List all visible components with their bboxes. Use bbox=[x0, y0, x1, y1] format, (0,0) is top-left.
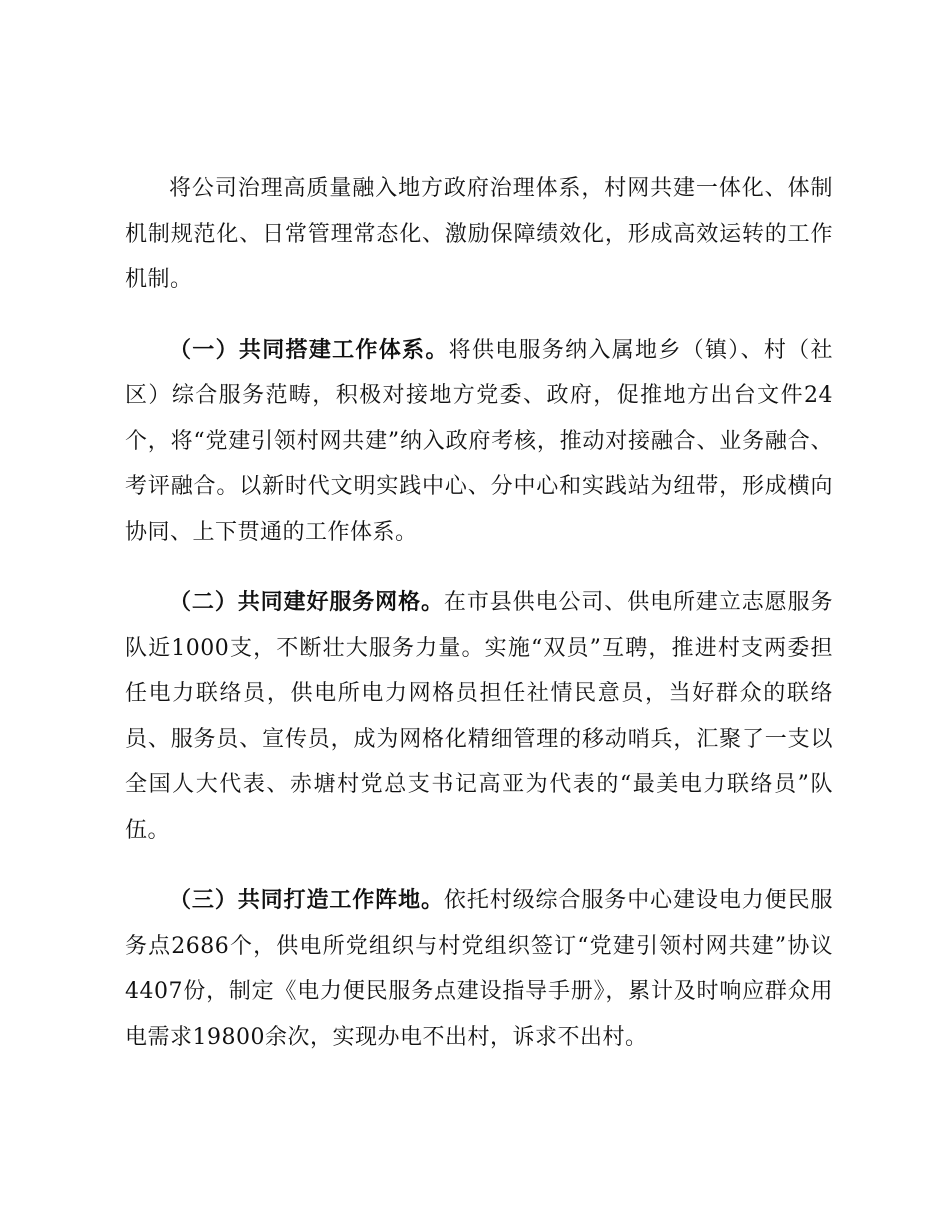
section-3-paragraph bbox=[125, 878, 833, 1060]
section-1-paragraph bbox=[125, 328, 833, 556]
section-3-heading: （三）共同打造工作阵地。 bbox=[169, 887, 444, 913]
intro-paragraph-text: 将公司治理高质量融入地方政府治理体系，村网共建一体化、体制机制规范化、日常管理常态化、激励保障绩效化，形成高效运转的工作机制。 bbox=[125, 176, 833, 292]
document-body bbox=[125, 166, 833, 1085]
intro-paragraph bbox=[125, 166, 833, 303]
section-3-text: 依托村级综合服务中心建设电力便民服务点2686个，供电所党组织与村党组织签订“党建引领村网共建”协议4407份，制定《电力便民服务点建设指导手册》，累计及时响应群众用电需求19800余次，实现办电不出村，诉求不出村。 bbox=[125, 888, 833, 1050]
section-2-text: 在市县供电公司、供电所建立志愿服务队近1000支，不断壮大服务力量。实施“双员”互聘，推进村支两委担任电力联络员，供电所电力网格员担任社情民意员，当好群众的联络员、服务员、宣传员，成为网格化精细管理的移动哨兵，汇聚了一支以全国人大代表、赤塘村党总支书记高亚为代表的“最美电力联络员”队伍。 bbox=[125, 590, 833, 843]
section-2-paragraph bbox=[125, 580, 833, 853]
section-1-heading: （一）共同搭建工作体系。 bbox=[169, 336, 449, 363]
section-2-heading: （二）共同建好服务网格。 bbox=[169, 589, 444, 615]
section-1-text: 将供电服务纳入属地乡（镇）、村（社区）综合服务范畴，积极对接地方党委、政府，促推地方出台文件24个，将“党建引领村网共建”纳入政府考核，推动对接融合、业务融合、考评融合。以新时代文明实践中心、分中心和实践站为纽带，形成横向协同、上下贯通的工作体系。 bbox=[125, 337, 833, 545]
